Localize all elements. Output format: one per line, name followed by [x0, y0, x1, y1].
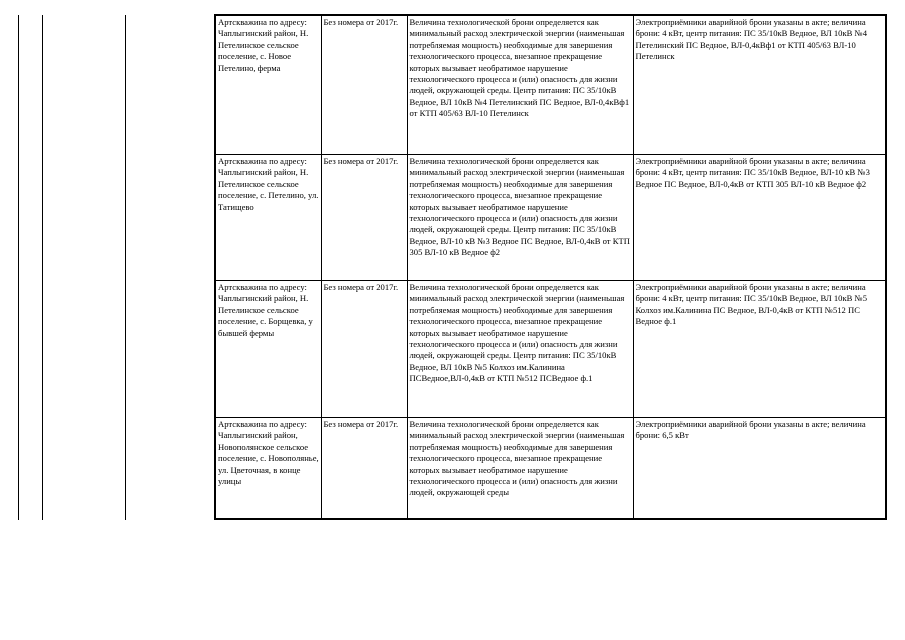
emergency-reserve-cell: Электроприёмники аварийной брони указаны в акте; величина брони: 4 кВт, центр питания: ПС 35/10кВ Ведное, ВЛ-10 кВ №3 Ведное ПС Ведное, ВЛ-0,4кВ от КТП 305 ВЛ-10 кВ Ведное ф2 [633, 155, 886, 281]
tech-reserve-cell: Величина технологической брони определяется как минимальный расход электрической энергии (наименьшая потребляемая мощность) необходимые для завершения технологического процесса, внезапное прекращение которых вызывает необратимое нарушение технологического процесса и (или) опасность для жизни людей, окружающей среды. Центр питания: ПС 35/10кВ Ведное, ВЛ-10 кВ №3 Ведное ПС Ведное, ВЛ-0,4кВ от КТП 305 ВЛ-10 кВ Ведное ф2 [407, 155, 633, 281]
object-cell: Артскважина по адресу: Чаплыгинский район, Н. Петелинское сельское поселение, с. Новое Петелино, ферма [215, 15, 321, 155]
act-cell: Без номера от 2017г. [321, 15, 407, 155]
table-rule-left-2 [42, 15, 43, 520]
table-row [215, 15, 886, 155]
object-cell: Артскважина по адресу: Чаплыгинский район, Новополянское сельское поселение, с. Новополянье, ул. Цветочная, в конце улицы [215, 418, 321, 520]
act-cell: Без номера от 2017г. [321, 155, 407, 281]
table-rule-left-1 [18, 15, 19, 520]
table-row [215, 155, 886, 281]
emergency-reserve-cell: Электроприёмники аварийной брони указаны в акте; величина брони: 6,5 кВт [633, 418, 886, 520]
tech-reserve-cell: Величина технологической брони определяется как минимальный расход электрической энергии (наименьшая потребляемая мощность) необходимые для завершения технологического процесса, внезапное прекращение которых вызывает необратимое нарушение технологического процесса и (или) опасность для жизни людей, окружающей среды [407, 418, 633, 520]
object-cell: Артскважина по адресу: Чаплыгинский район, Н. Петелинское сельское поселение, с. Петелино, ул. Татищево [215, 155, 321, 281]
emergency-reserve-cell: Электроприёмники аварийной брони указаны в акте; величина брони: 4 кВт, центр питания: ПС 35/10кВ Ведное, ВЛ 10кВ №5 Колхоз им.Калинина ПС Ведное, ВЛ-0,4кВ от КТП №512 ПС Ведное ф.1 [633, 281, 886, 418]
object-cell: Артскважина по адресу: Чаплыгинский район, Н. Петелинское сельское поселение, с. Борщевка, у бывшей фермы [215, 281, 321, 418]
act-cell: Без номера от 2017г. [321, 281, 407, 418]
act-cell: Без номера от 2017г. [321, 418, 407, 520]
tech-reserve-cell: Величина технологической брони определяется как минимальный расход электрической энергии (наименьшая потребляемая мощность) необходимые для завершения технологического процесса, внезапное прекращение которых вызывает необратимое нарушение технологического процесса и (или) опасность для жизни людей, окружающей среды. Центр питания: ПС 35/10кВ Ведное, ВЛ 10кВ №5 Колхоз им.Калинина ПСВедное,ВЛ-0,4кВ от КТП №512 ПСВедное ф.1 [407, 281, 633, 418]
reserve-table [214, 14, 887, 520]
emergency-reserve-cell: Электроприёмники аварийной брони указаны в акте; величина брони: 4 кВт, центр питания: ПС 35/10кВ Ведное, ВЛ 10кВ №4 Петелинский ПС Ведное, ВЛ-0,4кВф1 от КТП 405/63 ВЛ-10 Петелинск [633, 15, 886, 155]
table-rule-left-3 [125, 15, 126, 520]
tech-reserve-cell: Величина технологической брони определяется как минимальный расход электрической энергии (наименьшая потребляемая мощность) необходимые для завершения технологического процесса, внезапное прекращение которых вызывает необратимое нарушение технологического процесса и (или) опасность для жизни людей, окружающей среды. Центр питания: ПС 35/10кВ Ведное, ВЛ 10кВ №4 Петелинский ПС Ведное, ВЛ-0,4кВф1 от КТП 405/63 ВЛ-10 Петелинск [407, 15, 633, 155]
table-row [215, 281, 886, 418]
table-row [215, 418, 886, 520]
